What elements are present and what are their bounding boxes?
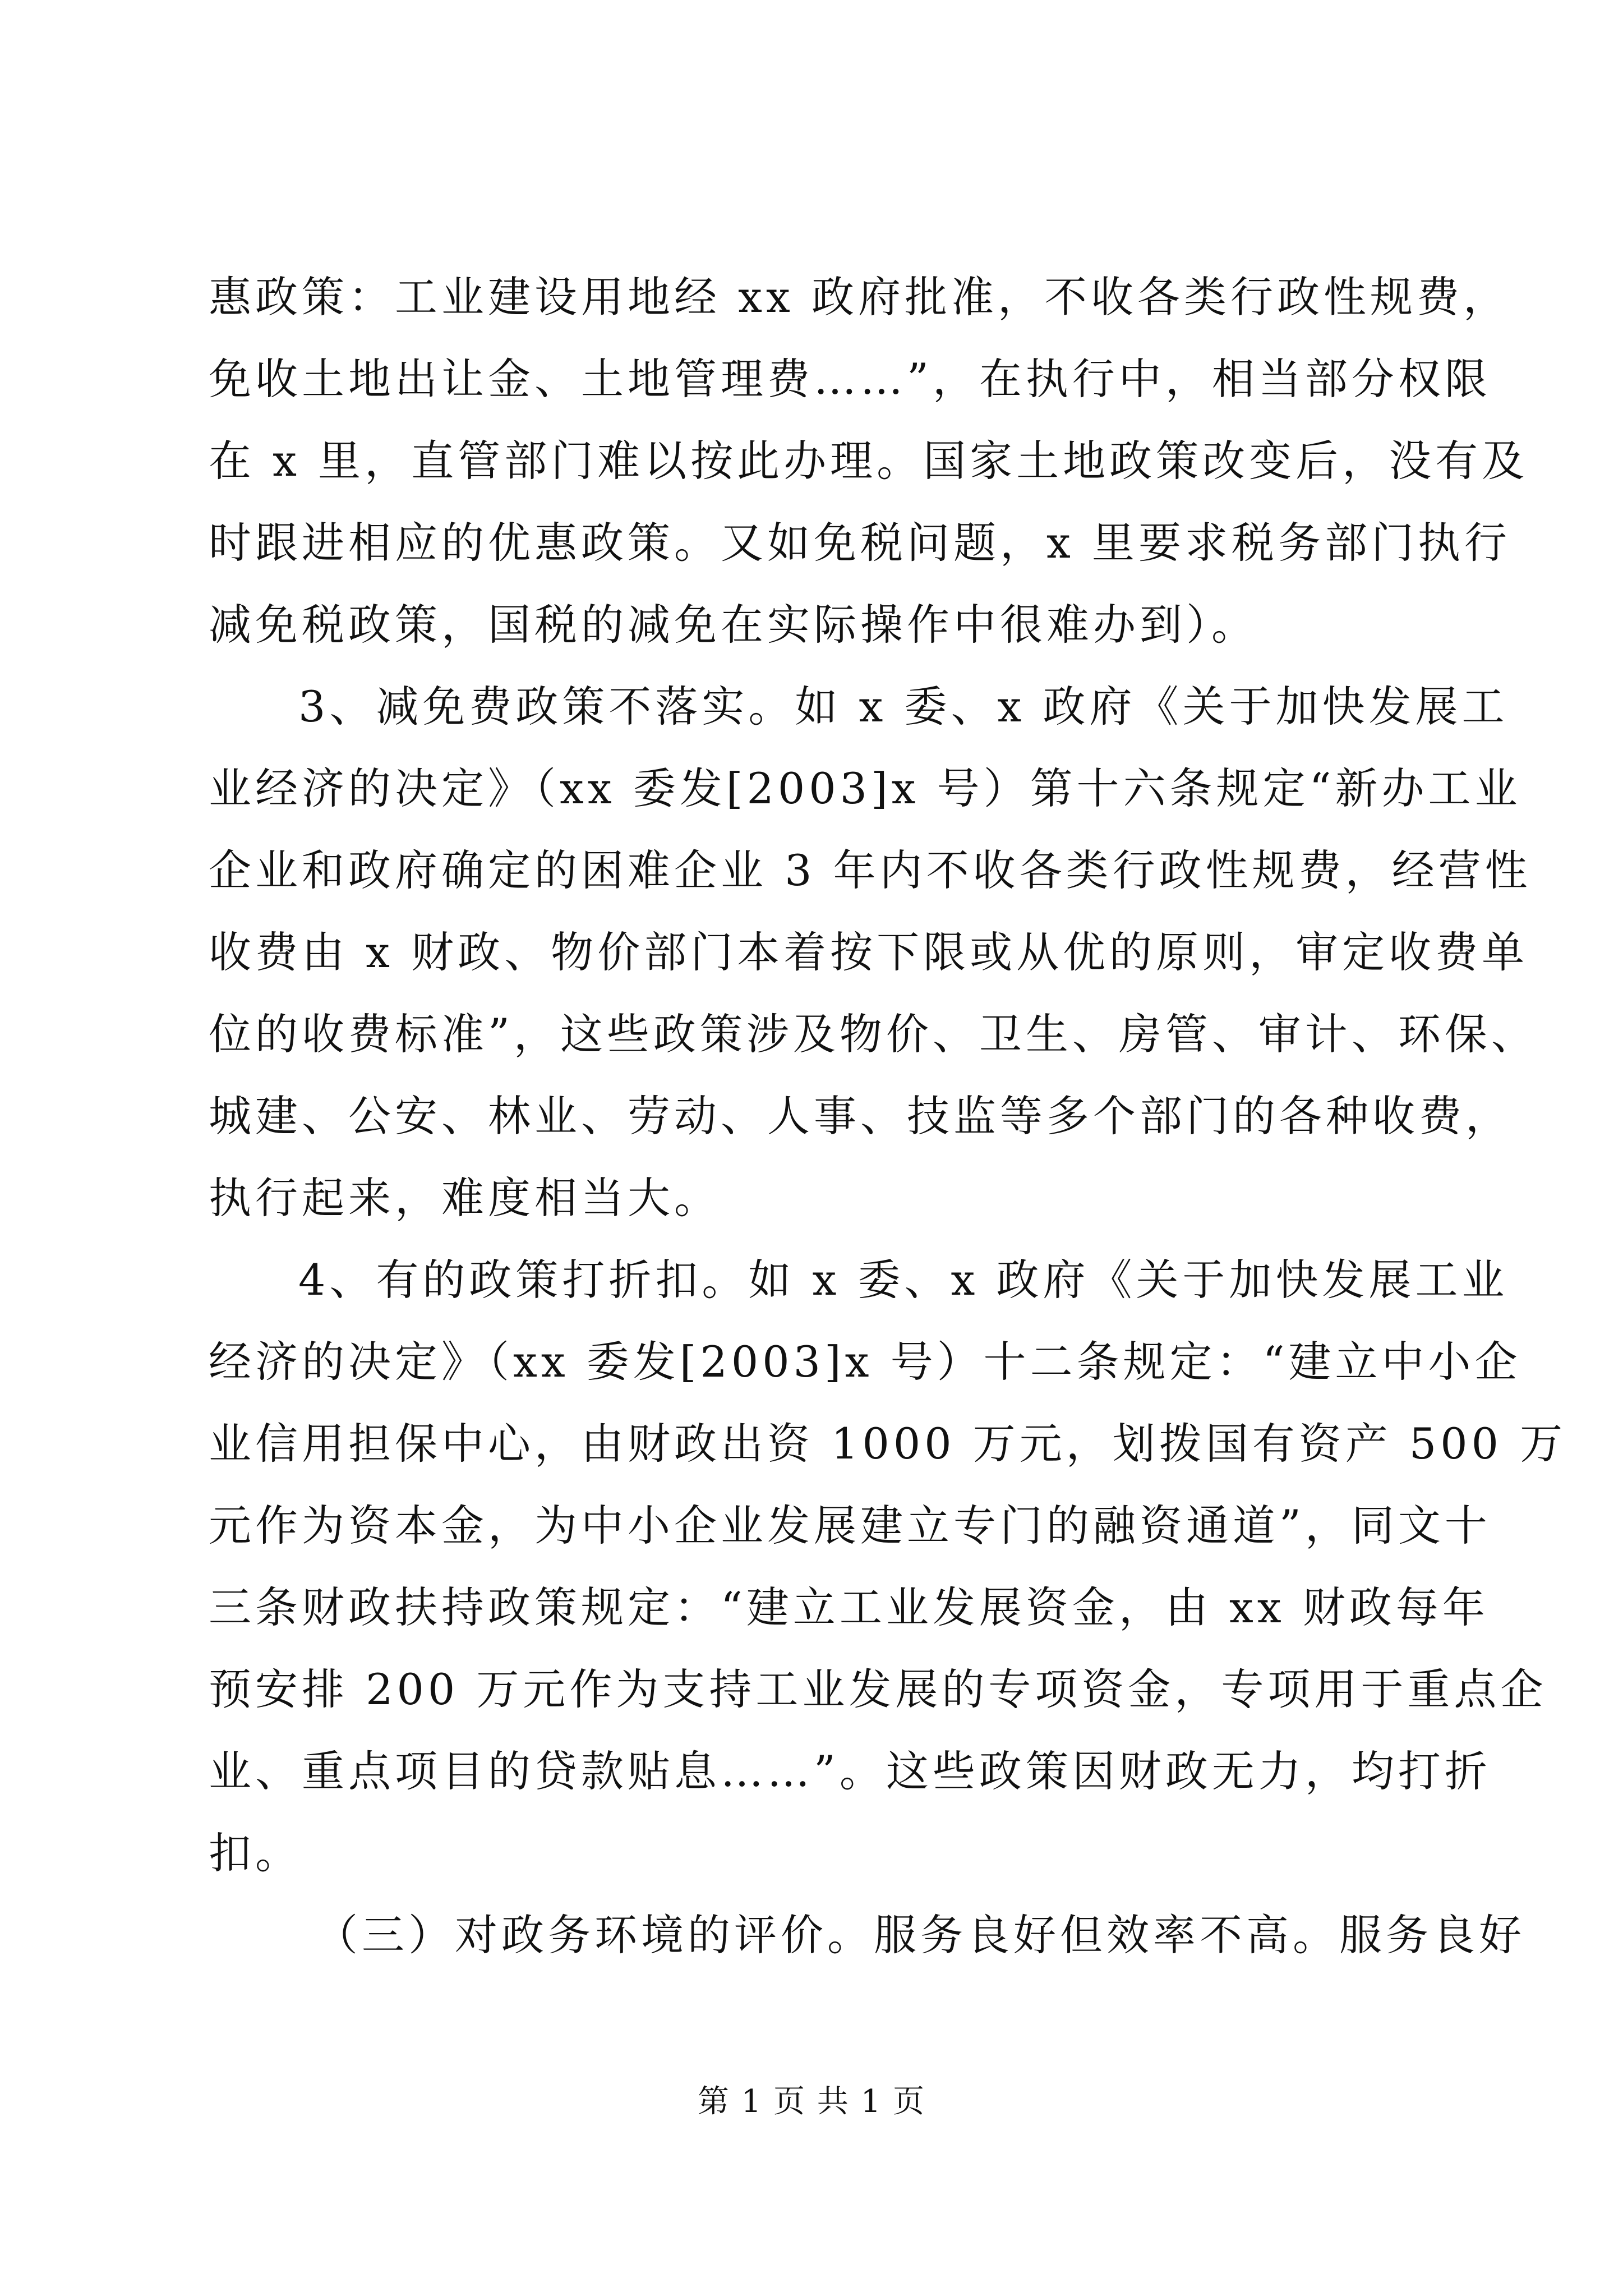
text-line: 业、重点项目的贷款贴息……”。这些政策因财政无力，均打折 (209, 1746, 1491, 1796)
text-line: 在 x 里，直管部门难以按此办理。国家土地政策改变后，没有及 (209, 436, 1529, 486)
text-line: 预安排 200 万元作为支持工业发展的专项资金，专项用于重点企 (209, 1664, 1547, 1714)
text-line: 企业和政府确定的困难企业 3 年内不收各类行政性规费，经营性 (209, 845, 1532, 895)
text-line: 收费由 x 财政、物价部门本着按下限或从优的原则，审定收费单 (209, 927, 1529, 977)
text-line: 4、有的政策打折扣。如 x 委、x 政府《关于加快发展工业 (298, 1255, 1509, 1305)
text-line: 元作为资本金，为中小企业发展建立专门的融资通道”，同文十 (209, 1501, 1491, 1550)
section-heading-line: （三）对政务环境的评价。服务良好但效率不高。服务良好 (315, 1910, 1525, 1960)
page-footer: 第 1 页 共 1 页 (697, 2083, 926, 2120)
text-line: 3、减免费政策不落实。如 x 委、x 政府《关于加快发展工 (298, 682, 1509, 731)
text-line: 三条财政扶持政策规定：“建立工业发展资金，由 xx 财政每年 (209, 1582, 1489, 1632)
text-line: 业信用担保中心，由财政出资 1000 万元，划拨国有资产 500 万 (209, 1419, 1567, 1469)
text-line: 执行起来，难度相当大。 (209, 1173, 721, 1223)
text-line: 扣。 (209, 1828, 302, 1878)
text-line: 经济的决定》（xx 委发[2003]x 号）十二条规定：“建立中小企 (209, 1337, 1521, 1387)
text-line: 免收土地出让金、土地管理费……”，在执行中，相当部分权限 (209, 354, 1491, 404)
text-line: 业经济的决定》（xx 委发[2003]x 号）第十六条规定“新办工业 (209, 763, 1521, 813)
text-line: 惠政策：工业建设用地经 xx 政府批准，不收各类行政性规费， (209, 272, 1510, 322)
text-line: 减免税政策，国税的减免在实际操作中很难办到）。 (209, 600, 1258, 650)
text-line: 位的收费标准”，这些政策涉及物价、卫生、房管、审计、环保、 (209, 1009, 1538, 1059)
text-line: 城建、公安、林业、劳动、人事、技监等多个部门的各种收费， (209, 1091, 1512, 1141)
text-line: 时跟进相应的优惠政策。又如免税问题，x 里要求税务部门执行 (209, 518, 1511, 568)
